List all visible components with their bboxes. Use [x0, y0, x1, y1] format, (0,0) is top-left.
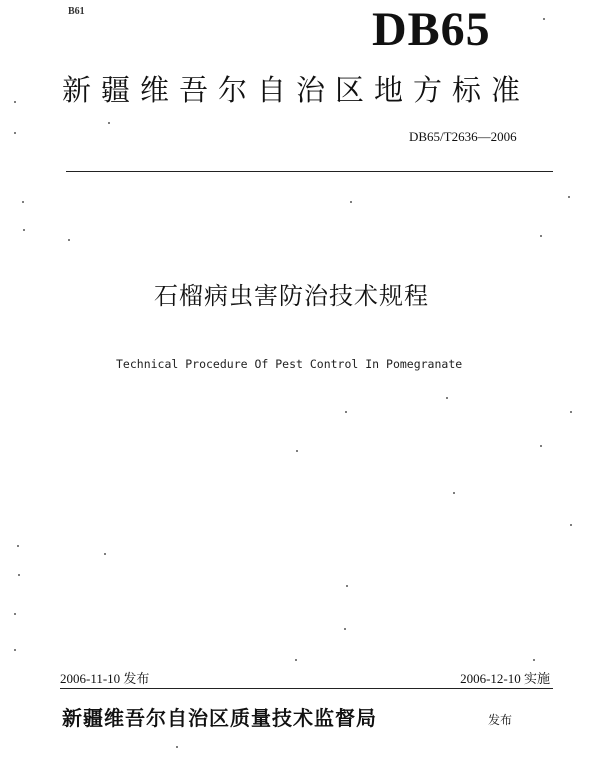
scan-speck [14, 101, 16, 103]
scan-speck [540, 235, 542, 237]
issue-date: 2006-11-10 发布 [60, 671, 150, 686]
scan-speck [568, 196, 570, 198]
scan-speck [108, 122, 110, 124]
scan-speck [570, 524, 572, 526]
footer-divider [60, 688, 553, 689]
scan-speck [346, 585, 348, 587]
scan-speck [23, 229, 25, 231]
issuing-authority: 新疆维吾尔自治区质量技术监督局 [62, 706, 377, 730]
scan-speck [344, 628, 346, 630]
implementation-date: 2006-12-10 实施 [460, 671, 550, 686]
issued-label: 发布 [488, 713, 513, 727]
document-title-english: Technical Procedure Of Pest Control In Pomegranate [116, 357, 463, 371]
scan-speck [345, 411, 347, 413]
scan-speck [14, 132, 16, 134]
scan-speck [570, 411, 572, 413]
scan-speck [18, 574, 20, 576]
scan-speck [104, 553, 106, 555]
header-divider [66, 171, 553, 172]
standard-code: DB65/T2636—2006 [409, 129, 517, 144]
standard-logo: DB65 [372, 3, 491, 56]
scan-speck [295, 659, 297, 661]
scan-speck [14, 649, 16, 651]
scan-speck [540, 445, 542, 447]
scan-speck [543, 18, 545, 20]
document-title-chinese: 石榴病虫害防治技术规程 [154, 282, 429, 310]
scan-speck [296, 450, 298, 452]
scan-speck [453, 492, 455, 494]
scan-speck [68, 239, 70, 241]
scan-speck [14, 613, 16, 615]
scan-speck [446, 397, 448, 399]
standard-type-heading: 新疆维吾尔自治区地方标准 [62, 73, 531, 107]
scan-speck [22, 201, 24, 203]
scan-speck [17, 545, 19, 547]
scan-speck [176, 746, 178, 748]
scan-speck [350, 201, 352, 203]
classification-code: B61 [68, 6, 85, 17]
scan-speck [533, 659, 535, 661]
